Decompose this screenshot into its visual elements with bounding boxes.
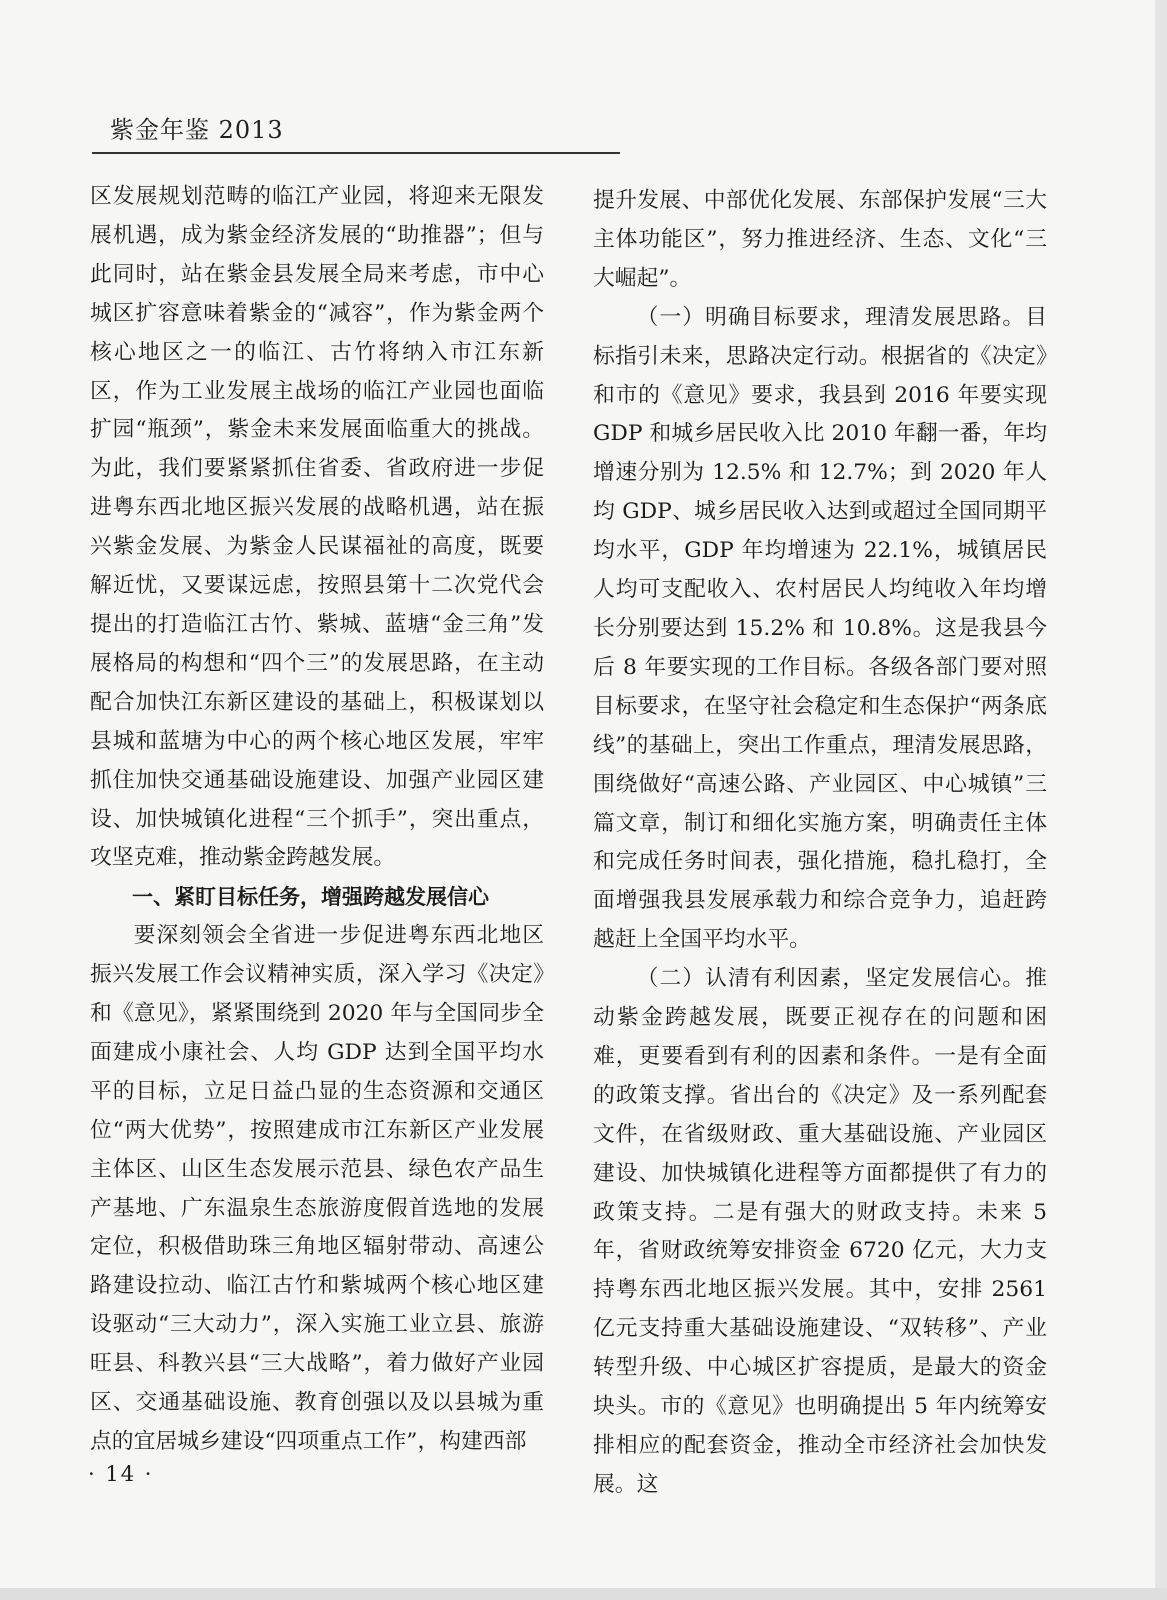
paragraph-right-1: 提升发展、中部优化发展、东部保护发展“三大主体功能区”，努力推进经济、生态、文化“三大崛起”。 <box>593 188 1047 291</box>
scan-edge-right <box>1155 0 1167 1600</box>
scan-edge-bottom <box>0 1588 1167 1600</box>
right-text-column <box>593 182 1047 1505</box>
left-text-column <box>90 178 544 1462</box>
paragraph-right-2: （一）明确目标要求，理清发展思路。目标指引未来，思路决定行动。根据省的《决定》和市的《意见》要求，我县到 2016 年要实现 GDP 和城乡居民收入比 2010 年翻一番，年均增速分别为 12.5% 和 12.7%；到 2020 年人均 GDP、城乡居民收入达到或超过全国同期平均水平，GDP 年均增速为 22.1%，城镇居民人均可支配收入、农村居民人均纯收入年均增长分别要达到 15.2% 和 10.8%。这是我县今后 8 年要实现的工作目标。各级各部门要对照目标要求，在坚守社会稳定和生态保护“两条底线”的基础上，突出工作重点，理清发展思路，围绕做好“高速公路、产业园区、中心城镇”三篇文章，制订和细化实施方案，明确责任主体和完成任务时间表，强化措施，稳扎稳打，全面增强我县发展承载力和综合竞争力，追赶跨越赶上全国平均水平。 <box>593 304 1047 953</box>
paragraph-right-3: （二）认清有利因素，坚定发展信心。推动紫金跨越发展，既要正视存在的问题和困难，更要看到有利的因素和条件。一是有全面的政策支撑。省出台的《决定》及一系列配套文件，在省级财政、重大基础设施、产业园区建设、加快城镇化进程等方面都提供了有力的政策支持。二是有强大的财政支持。未来 5 年，省财政统筹安排资金 6720 亿元，大力支持粤东西北地区振兴发展。其中，安排 2561 亿元支持重大基础设施建设、“双转移”、产业转型升级、中心城区扩容提质，是最大的资金块头。市的《意见》也明确提出 5 年内统筹安排相应的配套资金，推动全市经济社会加快发展。这 <box>593 966 1047 1497</box>
section-heading: 一、紧盯目标任务，增强跨越发展信心 <box>132 885 489 910</box>
paragraph-left-2: 要深刻领会全省进一步促进粤东西北地区振兴发展工作会议精神实质，深入学习《决定》和《意见》，紧紧围绕到 2020 年与全国同步全面建成小康社会、人均 GDP 达到全国平均水平的目标，立足日益凸显的生态资源和交通区位“两大优势”，按照建成市江东新区产业发展主体区、山区生态发展示范县、绿色农产品生产基地、广东温泉生态旅游度假首选地的发展定位，积极借助珠三角地区辐射带动、高速公路建设拉动、临江古竹和紫城两个核心地区建设驱动“三大动力”，深入实施工业立县、旅游旺县、科教兴县“三大战略”，着力做好产业园区、交通基础设施、教育创强以及以县城为重点的宜居城乡建设“四项重点工作”，构建西部 <box>90 923 544 1454</box>
page-number: · 14 · <box>88 1462 154 1486</box>
header-rule <box>92 152 620 154</box>
running-header-title: 紫金年鉴 2013 <box>110 116 284 144</box>
paragraph-left-1: 区发展规划范畴的临江产业园，将迎来无限发展机遇，成为紫金经济发展的“助推器”；但与此同时，站在紫金县发展全局来考虑，市中心城区扩容意味着紫金的“减容”，作为紫金两个核心地区之一的临江、古竹将纳入市江东新区，作为工业发展主战场的临江产业园也面临扩园“瓶颈”，紫金未来发展面临重大的挑战。为此，我们要紧紧抓住省委、省政府进一步促进粤东西北地区振兴发展的战略机遇，站在振兴紫金发展、为紫金人民谋福祉的高度，既要解近忧，又要谋远虑，按照县第十二次党代会提出的打造临江古竹、紫城、蓝塘“金三角”发展格局的构想和“四个三”的发展思路，在主动配合加快江东新区建设的基础上，积极谋划以县城和蓝塘为中心的两个核心地区发展，牢牢抓住加快交通基础设施建设、加强产业园区建设、加快城镇化进程“三个抓手”，突出重点，攻坚克难，推动紫金跨越发展。 <box>90 184 544 871</box>
